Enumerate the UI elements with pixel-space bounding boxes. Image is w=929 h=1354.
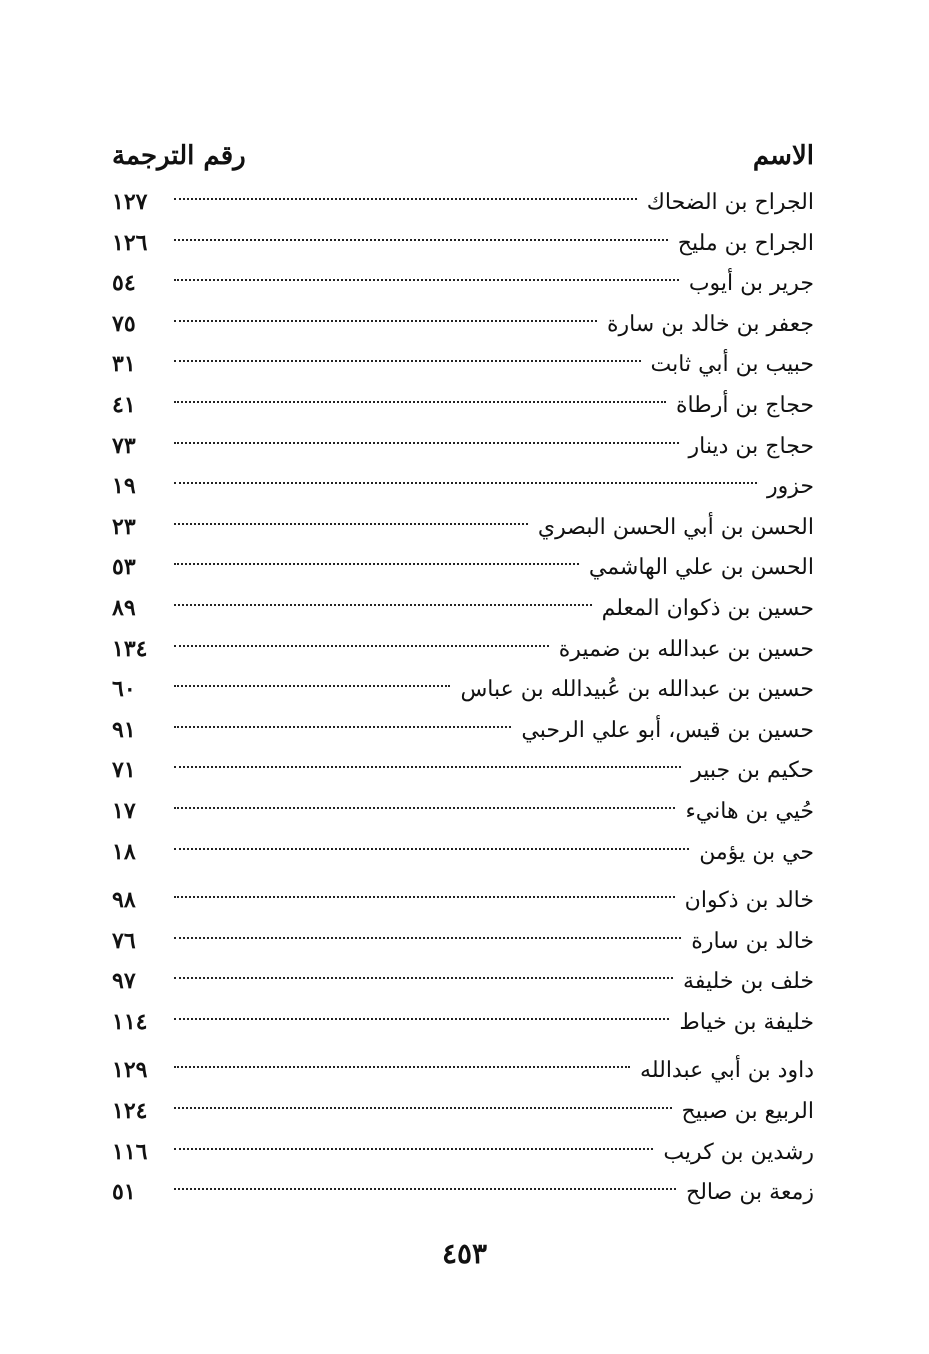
entry-name: الربيع بن صبيح: [681, 1099, 814, 1125]
entry-number: ١١٦: [112, 1138, 148, 1165]
name-column-heading: الاسم: [752, 141, 814, 171]
entry-name: خليفة بن خياط: [679, 1009, 814, 1035]
entry-name: حُيي بن هانيء: [685, 798, 814, 824]
entry-name: رشدين بن كريب: [663, 1139, 814, 1165]
dot-leader: [174, 937, 681, 939]
index-entry: [112, 1172, 814, 1213]
dot-leader: [174, 807, 675, 809]
dot-leader: [174, 1018, 669, 1020]
index-entry: [112, 961, 814, 1002]
entry-number: ٧٦: [112, 927, 136, 954]
index-entry: [112, 385, 814, 426]
dot-leader: [174, 320, 597, 322]
entry-number: ٧١: [112, 757, 136, 784]
page-number: ٤٥٣: [441, 1237, 488, 1270]
entry-name: الجراح بن مليح: [677, 230, 814, 256]
index-entry: [112, 182, 814, 223]
index-entry: [112, 426, 814, 467]
dot-leader: [174, 848, 689, 850]
entry-number: ٥١: [112, 1179, 136, 1206]
index-entry: [112, 832, 814, 873]
entry-number: ٧٥: [112, 310, 136, 337]
dot-leader: [174, 360, 641, 362]
index-entry: [112, 1132, 814, 1173]
dot-leader: [174, 198, 637, 200]
entry-name: الحسن بن علي الهاشمي: [588, 555, 814, 581]
dot-leader: [174, 401, 666, 403]
index-entry: [112, 1050, 814, 1091]
index-entry: [112, 880, 814, 921]
index-entry: [112, 223, 814, 264]
index-entry: [112, 921, 814, 962]
dot-leader: [174, 482, 757, 484]
dot-leader: [174, 1107, 672, 1109]
entry-name: حزور: [767, 474, 814, 500]
dot-leader: [174, 726, 511, 728]
index-entry: [112, 304, 814, 345]
entry-name: خالد بن سارة: [691, 928, 814, 954]
dot-leader: [174, 279, 679, 281]
entry-name: حي بن يؤمن: [699, 839, 814, 865]
entry-number: ١٢٤: [112, 1098, 148, 1125]
entry-name: الحسن بن أبي الحسن البصري: [537, 514, 814, 540]
number-column-heading: رقم الترجمة: [112, 141, 246, 171]
entry-number: ١٧: [112, 797, 136, 824]
dot-leader: [174, 1148, 653, 1150]
entry-number: ١٣٤: [112, 635, 148, 662]
dot-leader: [174, 1188, 676, 1190]
entry-number: ٧٣: [112, 432, 136, 459]
entry-number: ٩٧: [112, 968, 136, 995]
entry-name: خلف بن خليفة: [683, 969, 814, 995]
entry-name: جعفر بن خالد بن سارة: [606, 311, 814, 337]
index-entry: [112, 629, 814, 670]
index-entry-list: [112, 182, 814, 1213]
entry-number: ١١٤: [112, 1008, 148, 1035]
dot-leader: [174, 563, 579, 565]
index-entry: [112, 1091, 814, 1132]
dot-leader: [174, 766, 681, 768]
entry-number: ٥٤: [112, 270, 136, 297]
entry-number: ١٢٧: [112, 189, 148, 215]
dot-leader: [174, 442, 679, 444]
entry-name: جرير بن أيوب: [688, 271, 814, 297]
dot-leader: [174, 1066, 630, 1068]
entry-name: زمعة بن صالح: [686, 1180, 814, 1206]
entry-number: ٦٠: [112, 676, 136, 703]
entry-number: ١٢٦: [112, 229, 148, 256]
dot-leader: [174, 685, 450, 687]
index-entry: [112, 263, 814, 304]
entry-number: ٥٣: [112, 554, 136, 581]
entry-number: ١٨: [112, 838, 136, 865]
index-header: [112, 138, 814, 174]
entry-name: خالد بن ذكوان: [684, 888, 814, 914]
entry-number: ٨٩: [112, 594, 136, 621]
entry-number: ٣١: [112, 351, 136, 378]
index-entry: [112, 547, 814, 588]
entry-number: ١٩: [112, 473, 136, 500]
entry-name: الجراح بن الضحاك: [646, 190, 814, 215]
index-entry: [112, 507, 814, 548]
entry-name: حسين بن قيس، أبو علي الرحبي: [521, 717, 814, 743]
index-entry: [112, 710, 814, 751]
index-entry: [112, 588, 814, 629]
entry-name: حكيم بن جبير: [691, 758, 814, 784]
dot-leader: [174, 645, 549, 647]
entry-name: حسين بن ذكوان المعلم: [601, 595, 814, 621]
entry-name: حجاج بن دينار: [688, 433, 814, 459]
index-entry: [112, 750, 814, 791]
dot-leader: [174, 896, 675, 898]
dot-leader: [174, 977, 673, 979]
index-entry: [112, 344, 814, 385]
entry-name: حسين بن عبدالله بن عُبيدالله بن عباس: [460, 677, 814, 703]
entry-name: حجاج بن أرطاة: [675, 392, 814, 418]
dot-leader: [174, 239, 668, 241]
index-entry: [112, 669, 814, 710]
entry-number: ٢٣: [112, 513, 136, 540]
entry-number: ٩٨: [112, 887, 136, 914]
dot-leader: [174, 523, 528, 525]
entry-number: ١٢٩: [112, 1057, 148, 1084]
entry-name: حبيب بن أبي ثابت: [650, 352, 814, 378]
index-entry: [112, 1002, 814, 1043]
index-entry: [112, 791, 814, 832]
entry-name: داود بن أبي عبدالله: [640, 1058, 814, 1084]
index-entry: [112, 466, 814, 507]
dot-leader: [174, 604, 592, 606]
entry-name: حسين بن عبدالله بن ضميرة: [558, 636, 814, 662]
entry-number: ٤١: [112, 391, 136, 418]
entry-number: ٩١: [112, 716, 136, 743]
